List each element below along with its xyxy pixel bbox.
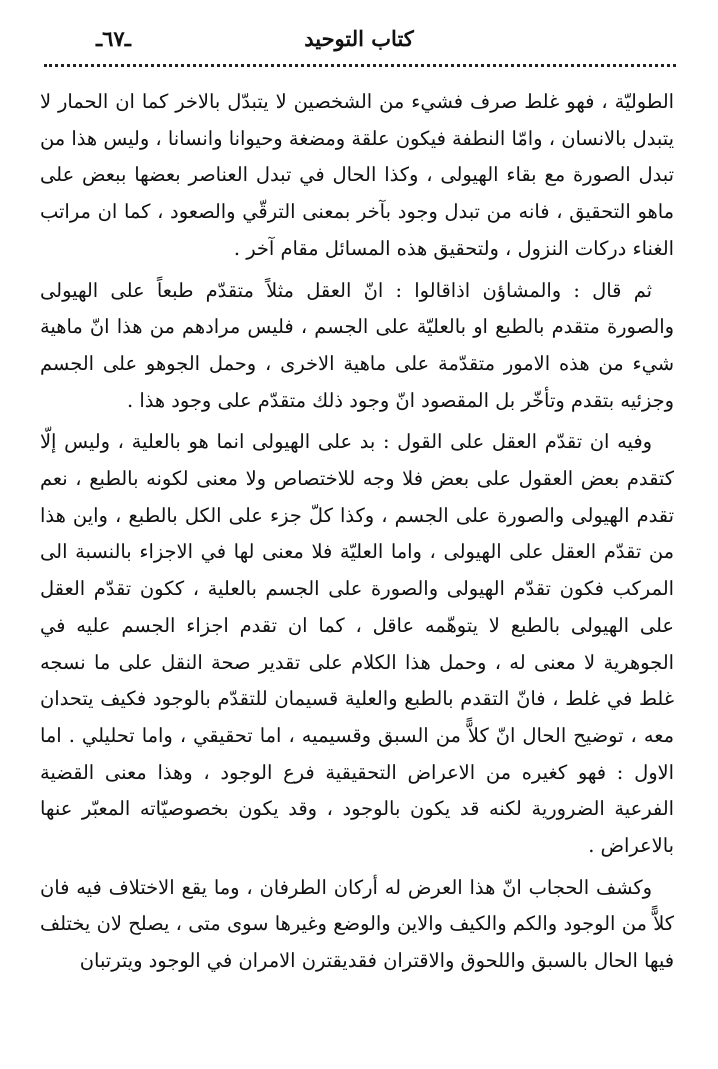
paragraph: الطوليّة ، فهو غلط صرف فشيء من الشخصين لا يتبدّل بالاخر كما ان الحمار لا يتبدل بالانسان ، وامّا النطفة فيكون علقة ومضغة وحيوانا وانسانا ، وليس هذا من تبدل الصورة مع بقاء الهيولى ، وكذا الحال في تبدل العناصر بعضها ببعض على ماهو التحقيق ، فانه من تبدل وجود بآخر بمعنى الترقّي والصعود ، كما ان مراتب الغناء دركات النزول ، ولتحقيق هذه المسائل مقام آخر .	[40, 90, 674, 260]
running-title: كتاب التوحيد	[304, 26, 414, 51]
paragraph: ثم قال : والمشاؤن اذاقالوا : انّ العقل مثلاً متقدّم طبعاً على الهيولى والصورة متقدم بالطبع او بالعليّة على الجسم ، فليس مرادهم من هذا انّ ماهية شيء من هذه الامور متقدّمة على ماهية الاخرى ، وحمل الجوهو على الجسم وجزئيه بتقدم وتأخّر بل المقصود انّ وجود ذلك متقدّم على وجود هذا .	[40, 278, 674, 412]
page-number: ـ٦٧ـ	[96, 26, 131, 51]
paragraph: وكشف الحجاب انّ هذا العرض له أركان الطرفان ، وما يقع الاختلاف فيه فان كلاًّ من الوجود والكم والكيف والاين والوضع وغيرها سوى متى ، يصلح لان يختلف فيها الحال بالسبق واللحوق والاقتران فقديقترن الامران في الوجود ويترتبان	[40, 875, 674, 973]
header-divider	[44, 64, 676, 67]
paragraph: وفيه ان تقدّم العقل على القول : بد على الهيولى انما هو بالعلية ، وليس إلّا كتقدم بعض العقول على بعض فلا وجه للاختصاص ولا معنى لكونه بالطبع ، نعم تقدم الهيولى والصورة على الجسم ، وكذا كلّ جزء على الكل بالطبع ، واين هذا من تقدّم العقل على الهيولى ، واما العليّة فلا معنى لها في الاجزاء بالنسبة الى المركب فكون تقدّم الهيولى والصورة على الجسم بالعلية ، ككون تقدّم العقل على الهيولى بالطبع لا يتوهّمه عاقل ، كما ان تقدم اجزاء الجسم عليه في الجوهرية لا معنى له ، وحمل هذا الكلام على تقدير صحة النقل على ما نسجه غلط في غلط ، فانّ التقدم بالطبع والعلية قسيمان للتقدّم بالوجود فكيف يتحدان معه ، توضيح الحال انّ كلاًّ من السبق وقسيميه ، اما تحقيقي ، واما تحليلي . اما الاول : فهو كغيره من الاعراض التحقيقية فرع الوجود ، وهذا معنى القضية الفرعية الضرورية لكنه قد يكون بالوجود ، وقد يكون بخصوصيّاته المعبّر عنها بالاعراض .	[40, 430, 674, 858]
page-body	[40, 84, 674, 985]
page-header	[44, 20, 674, 54]
